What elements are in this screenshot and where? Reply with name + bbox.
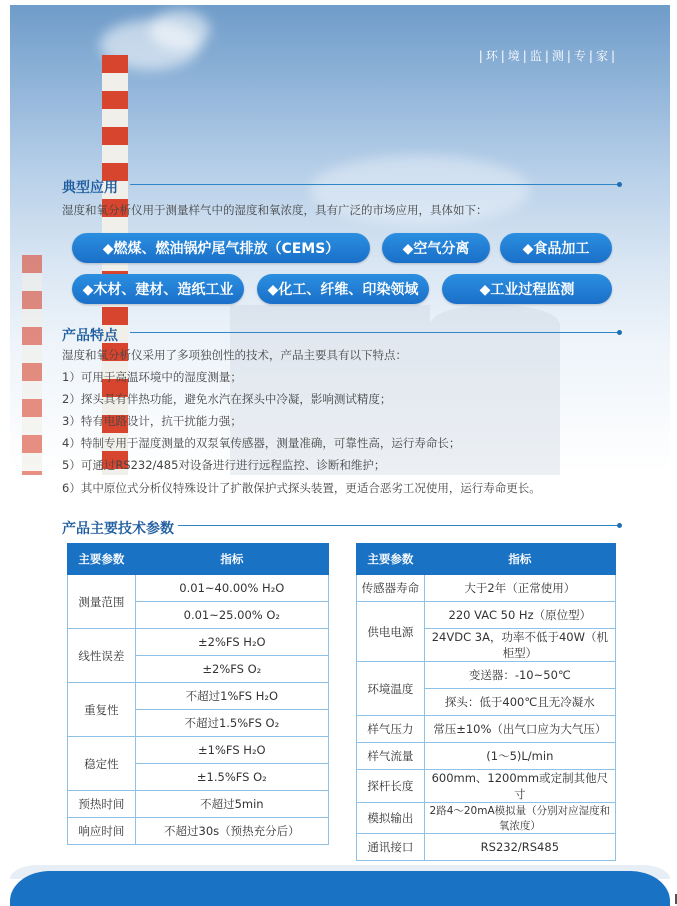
table-row — [68, 818, 329, 845]
footer-band — [10, 871, 670, 906]
spec-param-cell: 响应时间 — [68, 818, 136, 845]
spec-param-cell: 样气压力 — [357, 716, 425, 743]
spec-param-cell: 预热时间 — [68, 791, 136, 818]
table-row — [68, 683, 329, 710]
table-row — [68, 629, 329, 656]
spec-header-param: 主要参数 — [68, 544, 136, 575]
table-row — [357, 834, 616, 861]
brochure-page — [10, 5, 670, 906]
spec-value-cell: ±1%FS H₂O — [135, 737, 328, 764]
spec-value-cell: 不超过30s（预热充分后） — [135, 818, 328, 845]
feature-item: 6）其中原位式分析仪特殊设计了扩散保护式探头装置，更适合恶劣工况使用，运行寿命更长。 — [62, 481, 541, 495]
section-dot — [617, 182, 622, 187]
spec-value-cell: 600mm、1200mm或定制其他尺寸 — [424, 770, 615, 803]
spec-param-cell: 稳定性 — [68, 737, 136, 791]
section-dot — [617, 330, 622, 335]
spec-value-cell: 大于2年（正常使用） — [424, 575, 615, 602]
spec-table-left — [67, 543, 329, 845]
chimney — [102, 55, 128, 475]
spec-value-cell: 不超过1.5%FS O₂ — [135, 710, 328, 737]
chimney — [22, 255, 42, 475]
spec-param-cell: 通讯接口 — [357, 834, 425, 861]
spec-param-cell: 模拟输出 — [357, 803, 425, 834]
spec-value-cell: 2路4～20mA模拟量（分别对应湿度和氧浓度） — [424, 803, 615, 834]
section-divider — [130, 332, 620, 333]
spec-value-cell: ±2%FS H₂O — [135, 629, 328, 656]
spec-value-cell: 0.01~40.00% H₂O — [135, 575, 328, 602]
feature-item: 2）探头具有伴热功能，避免水汽在探头中冷凝，影响测试精度； — [62, 392, 392, 406]
tagline: |环|境|监|测|专|家| — [478, 49, 618, 63]
spec-header-index: 指标 — [424, 544, 615, 575]
feature-item: 1）可用于高温环境中的湿度测量； — [62, 370, 242, 384]
table-row — [357, 770, 616, 803]
spec-value-cell: 0.01~25.00% O₂ — [135, 602, 328, 629]
spec-value-cell: 不超过5min — [135, 791, 328, 818]
section-divider — [178, 525, 620, 526]
spec-value-cell: 不超过1%FS H₂O — [135, 683, 328, 710]
spec-header-param: 主要参数 — [357, 544, 425, 575]
applications-intro: 湿度和氧分析仪用于测量样气中的湿度和氧浓度，具有广泛的市场应用，具体如下： — [62, 203, 488, 217]
feature-item: 4）特制专用于湿度测量的双泵氧传感器，测量准确，可靠性高，运行寿命长； — [62, 436, 461, 450]
spec-param-cell: 环境温度 — [357, 662, 425, 716]
section-divider — [130, 184, 620, 185]
spec-value-cell: ±1.5%FS O₂ — [135, 764, 328, 791]
spec-param-cell: 测量范围 — [68, 575, 136, 629]
spec-param-cell: 供电电源 — [357, 602, 425, 662]
feature-item: 5）可通过RS232/485对设备进行进行远程监控、诊断和维护； — [62, 458, 386, 472]
table-row — [357, 716, 616, 743]
spec-param-cell: 线性误差 — [68, 629, 136, 683]
application-pill: ◆化工、纤维、印染领域 — [257, 274, 429, 304]
table-row — [357, 602, 616, 629]
application-pill: ◆燃煤、燃油锅炉尾气排放（CEMS） — [72, 233, 370, 263]
application-pill: ◆工业过程监测 — [442, 274, 612, 304]
spec-param-cell: 传感器寿命 — [357, 575, 425, 602]
spec-header-row — [68, 544, 329, 575]
table-row — [68, 737, 329, 764]
spec-value-cell: 220 VAC 50 Hz（原位型） — [424, 602, 615, 629]
spec-value-cell: 常压±10%（出气口应为大气压） — [424, 716, 615, 743]
spec-table-right — [356, 543, 616, 861]
features-title: 产品特点 — [62, 328, 118, 344]
features-intro: 湿度和氧分析仪采用了多项独创性的技术，产品主要具有以下特点： — [62, 348, 407, 362]
table-row — [357, 803, 616, 834]
table-row — [357, 575, 616, 602]
spec-value-cell: 探头：低于400℃且无冷凝水 — [424, 689, 615, 716]
spec-value-cell: ±2%FS O₂ — [135, 656, 328, 683]
specs-title: 产品主要技术参数 — [62, 521, 174, 537]
spec-value-cell: (1～5)L/min — [424, 743, 615, 770]
application-pill: ◆木材、建材、造纸工业 — [72, 274, 244, 304]
feature-item: 3）特有电路设计，抗干扰能力强； — [62, 414, 242, 428]
table-row — [357, 662, 616, 689]
table-row — [68, 791, 329, 818]
spec-value-cell: 24VDC 3A，功率不低于40W（机柜型） — [424, 629, 615, 662]
spec-value-cell: RS232/RS485 — [424, 834, 615, 861]
spec-header-row — [357, 544, 616, 575]
application-pill: ◆食品加工 — [500, 233, 612, 263]
applications-title: 典型应用 — [62, 180, 118, 196]
spec-param-cell: 重复性 — [68, 683, 136, 737]
spec-param-cell: 样气流量 — [357, 743, 425, 770]
table-row — [68, 575, 329, 602]
spec-param-cell: 探杆长度 — [357, 770, 425, 803]
application-pill: ◆空气分离 — [382, 233, 490, 263]
section-dot — [617, 523, 622, 528]
spec-value-cell: 变送器：-10~50℃ — [424, 662, 615, 689]
spec-header-index: 指标 — [135, 544, 328, 575]
table-row — [357, 743, 616, 770]
smoke-cloud — [150, 10, 210, 50]
